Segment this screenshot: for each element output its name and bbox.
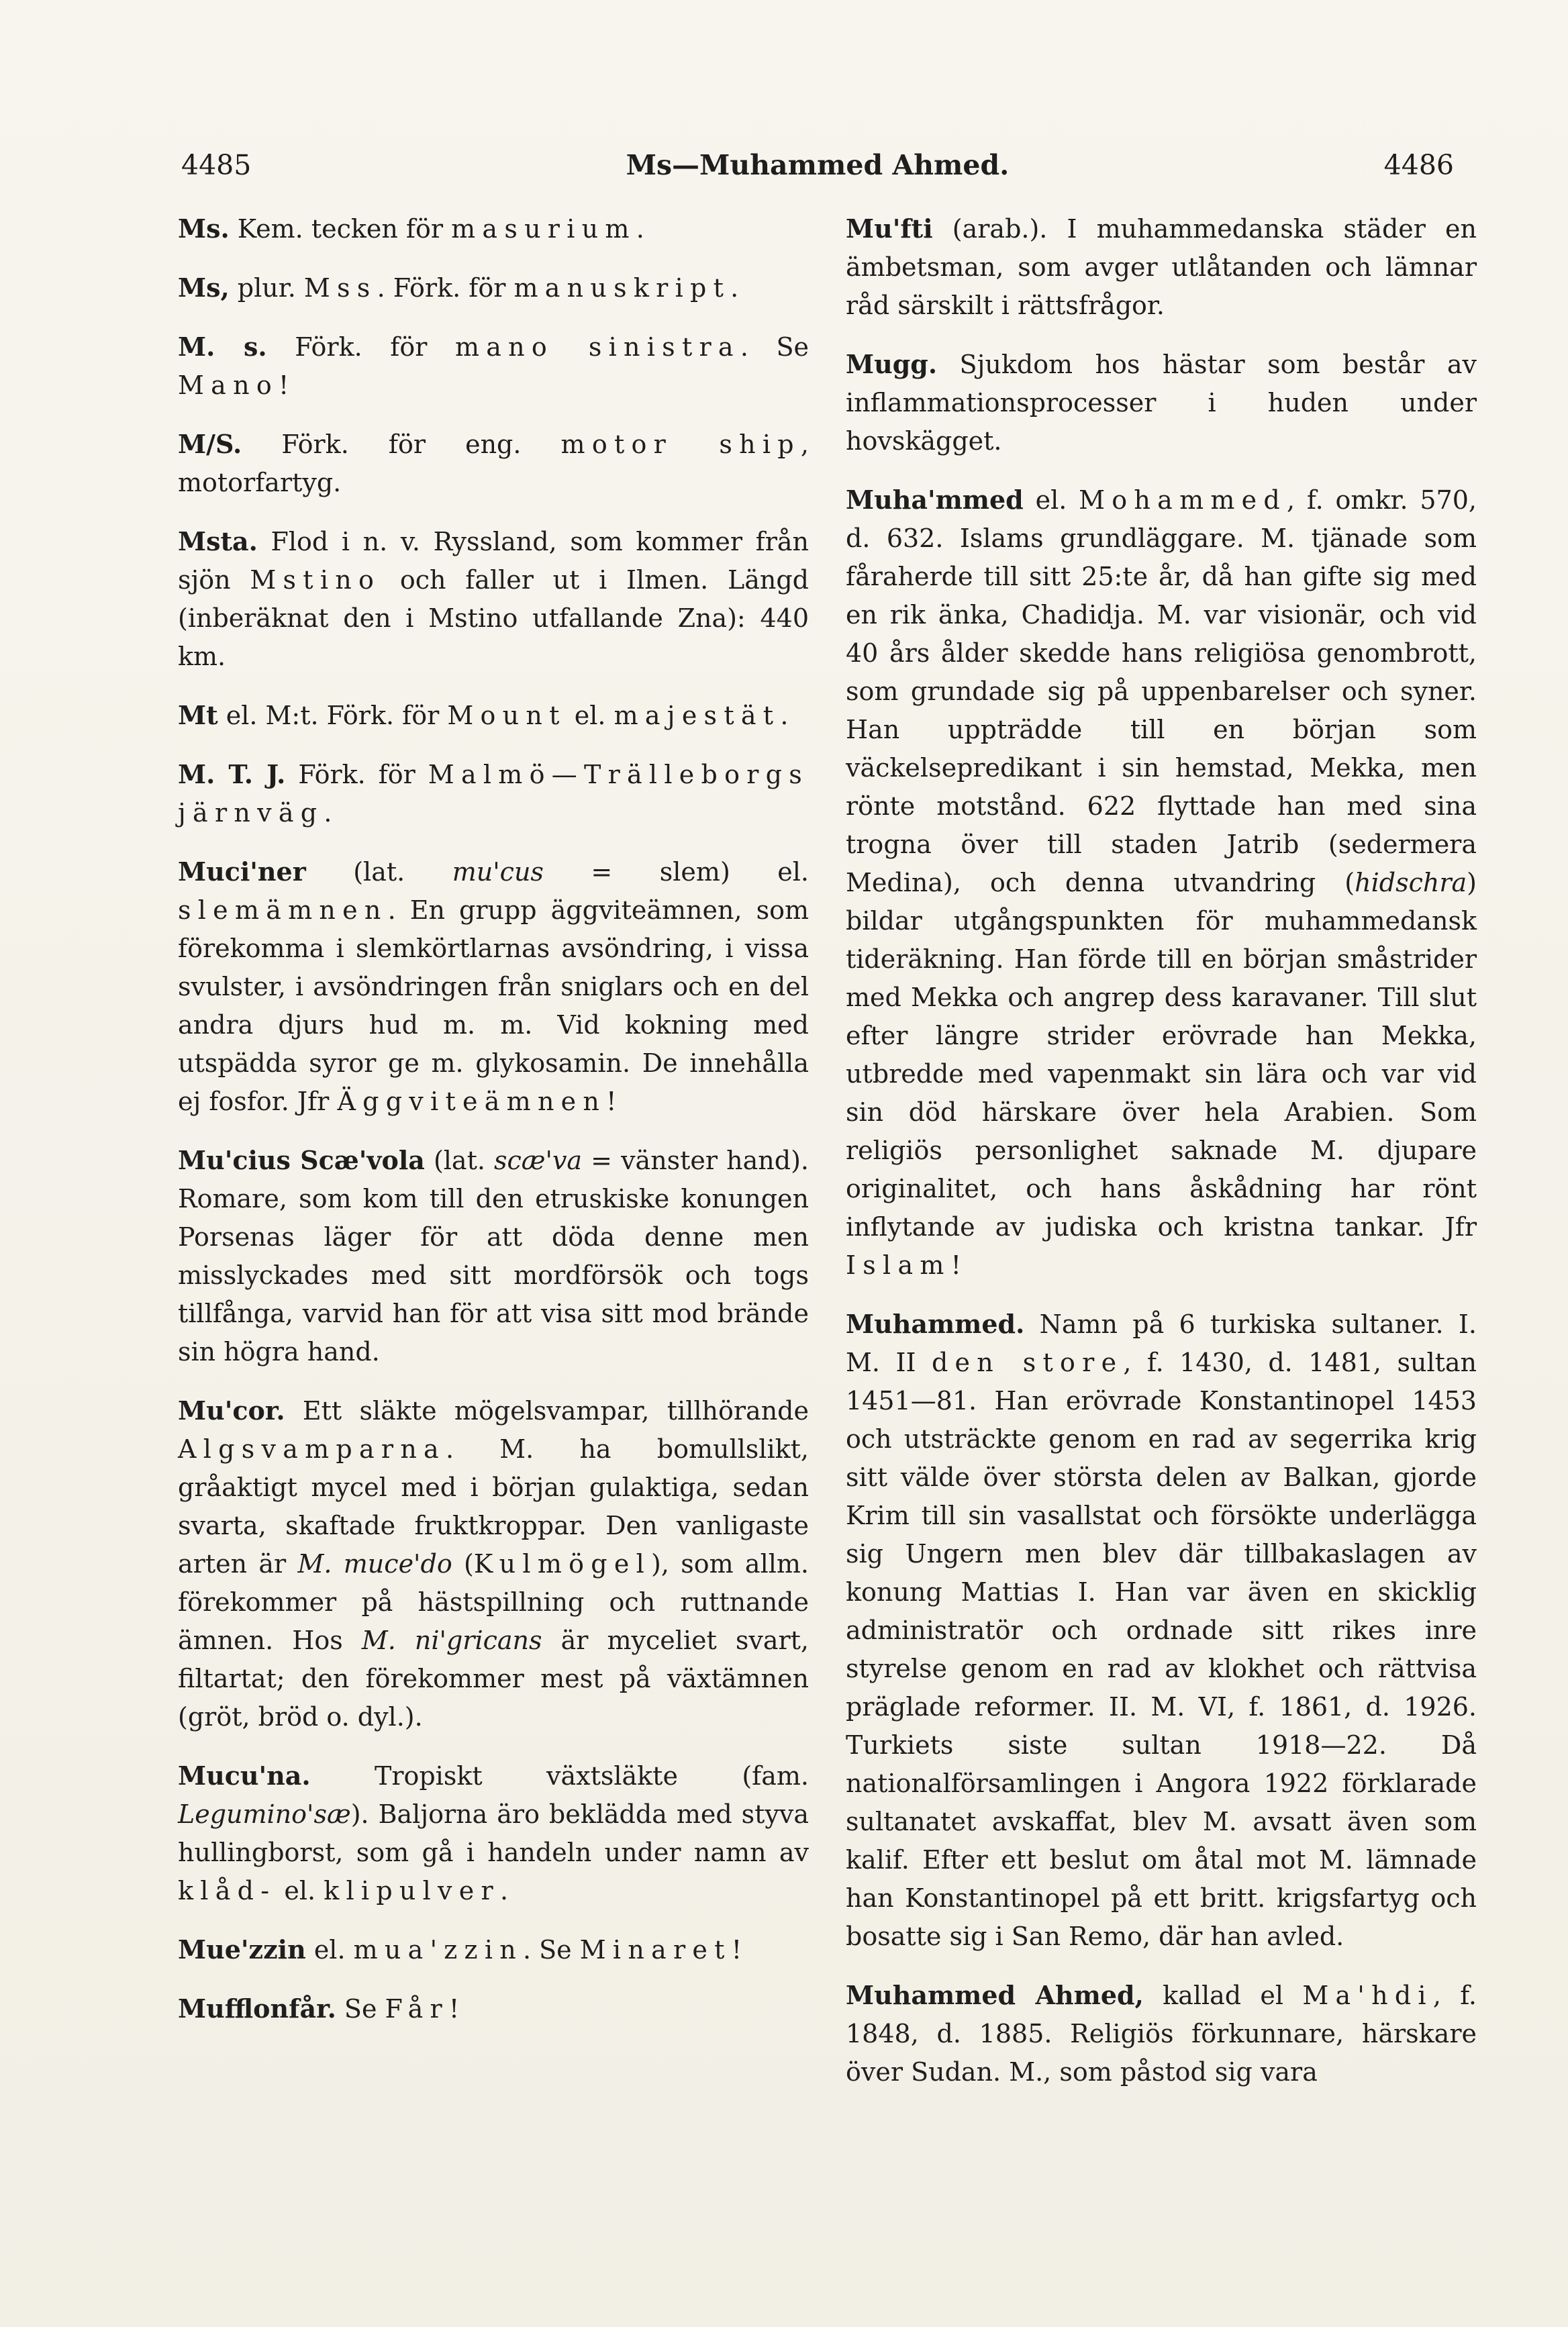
entry-text: ), som allm. förekommer på hästspillning och ruttnande ämnen. Hos xyxy=(178,1549,810,1655)
dictionary-entry xyxy=(846,481,1477,1285)
entry-text: Mohammed xyxy=(1079,485,1287,515)
entry-text: ! xyxy=(606,1087,617,1116)
dictionary-entry xyxy=(846,1305,1477,1956)
entry-text: ( xyxy=(452,1549,474,1579)
entry-text: Ma'hdi xyxy=(1302,1981,1433,2010)
entry-text: ). Baljorna äro beklädda med styva hullingborst, som gå i handeln under namn av xyxy=(178,1799,809,1867)
entry-text: Mount xyxy=(447,701,567,730)
entry-text: mua'zzin xyxy=(353,1935,523,1965)
entry-text: och faller ut i Ilmen. Längd (inberäknat den i Mstino utfallande Zna): 440 km. xyxy=(178,565,809,671)
entry-text: Tropiskt växtsläkte (fam. xyxy=(310,1761,809,1791)
entry-headword: Muci'ner xyxy=(178,856,306,887)
entry-text: klåd- xyxy=(178,1876,277,1905)
dictionary-entry xyxy=(178,1756,809,1910)
entry-text: klipulver xyxy=(324,1876,500,1905)
dictionary-entry xyxy=(178,328,809,405)
entry-text: slemämnen xyxy=(178,895,388,925)
entry-text: Algsvamparna xyxy=(178,1434,446,1464)
dictionary-entry xyxy=(178,268,809,307)
right-page-number: 4486 xyxy=(1383,149,1454,181)
entry-text: , motorfartyg. xyxy=(178,430,809,497)
entry-text: . Se xyxy=(522,1935,580,1965)
entry-headword: Mu'cius Scæ'vola xyxy=(178,1145,425,1175)
entry-text: den store xyxy=(931,1348,1124,1377)
entry-text: Får xyxy=(385,1994,449,2024)
entry-text: Äggviteämnen xyxy=(337,1087,607,1116)
entry-text: el. xyxy=(566,701,614,730)
entry-text: Minaret xyxy=(579,1935,732,1965)
dictionary-entry xyxy=(178,852,809,1121)
entry-text: Kem. tecken för xyxy=(229,214,452,244)
entry-text: . xyxy=(780,701,789,730)
entry-headword: M. s. xyxy=(178,332,267,362)
entry-text: . M. ha bomullslikt, gråaktigt mycel med i början gulaktiga, sedan svarta, skaftade fruktkroppar. Den vanligaste arten är xyxy=(178,1434,809,1579)
entry-text: el. xyxy=(1023,485,1079,515)
entry-text: . En grupp äggviteämnen, som förekomma i slemkörtlarnas avsöndring, i vissa svulster, i avsöndringen från sniglars och en del andra djurs hud m. m. Vid kokning med utspädda syror ge m. glykosamin. De innehålla ej fosfor. Jfr xyxy=(178,895,809,1116)
entry-text: el. xyxy=(276,1876,324,1905)
entry-headword: Msta. xyxy=(178,526,258,556)
dictionary-entry xyxy=(846,1976,1477,2091)
left-column xyxy=(178,209,809,2048)
entry-text: , f. 1848, d. 1885. Religiös förkunnare, härskare över Sudan. M., som påstod sig vara xyxy=(846,1981,1477,2087)
entry-text: el. M:t. Förk. för xyxy=(217,701,448,730)
entry-text: M. muce'do xyxy=(297,1549,452,1579)
entry-text: manuskript xyxy=(513,273,731,303)
entry-text: , f. 1430, d. 1481, sultan 1451—81. Han erövrade Konstantinopel 1453 och utsträckte genom en rad av segerrika krig sitt välde över största delen av Balkan, gjorde Krim till sin vasallstat och försökte underlägga sig Ungern men blev där tillbakaslagen av konung Mattias I. Han var även en skicklig administratör och ordnade sitt rikes inre styrelse genom en rad av klokhet och rättvisa präglade reformer. II. M. VI, f. 1861, d. 1926. Turkiets siste sultan 1918—22. Då nationalförsamlingen i Angora 1922 förklarade sultanatet avskaffat, blev M. avsatt även som kalif. Efter ett beslut om åtal mot M. lämnade han Konstantinopel på ett britt. krigsfartyg och bosatte sig i San Remo, där han avled. xyxy=(846,1348,1477,1951)
entry-text: Mstino xyxy=(250,565,381,595)
entry-headword: Mu'fti xyxy=(846,213,933,244)
entry-text: . Förk. för xyxy=(377,273,514,303)
dictionary-entry xyxy=(178,696,809,735)
entry-headword: M/S. xyxy=(178,429,242,459)
entry-text: (lat. xyxy=(424,1146,495,1175)
entry-text: Se xyxy=(336,1994,385,2024)
entry-text: Förk. för xyxy=(266,332,455,362)
dictionary-entry xyxy=(178,209,809,248)
running-title: Ms—Muhammed Ahmed. xyxy=(626,149,1010,181)
entry-text: Leguminо'sæ xyxy=(178,1799,351,1829)
entry-text: . xyxy=(499,1876,509,1905)
entry-text: Ett släkte mögelsvampar, tillhörande xyxy=(285,1396,809,1426)
entry-headword: Ms, xyxy=(178,273,230,303)
entry-text: = slem) el. xyxy=(543,857,809,887)
entry-text: el. xyxy=(305,1935,354,1965)
entry-text: Förk. för xyxy=(285,760,428,789)
entry-text: majestät xyxy=(614,701,781,730)
entry-text: Kulmögel xyxy=(473,1549,651,1579)
entry-headword: Mugg. xyxy=(846,349,938,379)
entry-text: , f. omkr. 570, d. 632. Islams grundläggare. M. tjänade som fåraherde till sitt 25:te år, då han gifte sig med en rik änka, Chadidja. M. var visionär, och vid 40 års ålder skedde hans religiösa genombrott, som grundade sig på uppenbarelser och syner. Han uppträdde till en början som väckelsepredikant i sin hemstad, Mekka, men rönte motstånd. 622 flyttade han med sina trogna över till staden Jatrib (sedermera Medina), och denna utvandring ( xyxy=(846,485,1477,897)
entry-text: mu'cus xyxy=(452,857,544,887)
dictionary-entry xyxy=(178,522,809,676)
entry-text: Flod i n. v. Ryssland, som kommer från sjön xyxy=(178,527,809,595)
dictionary-entry xyxy=(178,1989,809,2028)
entry-text: Malmö—Trälleborgs järnväg xyxy=(178,760,809,828)
entry-text: ) bildar utgångspunkten för muhammedansk tideräkning. Han förde till en början småstrider med Mekka och angrep dess karavaner. Till slut efter längre strider erövrade han Mekka, utbredde med vapenmakt sin lära och var vid sin död härskare över hela Arabien. Som religiös personlighet saknade M. djupare originalitet, och hans åskådning har rönt inflytande av judiska och kristna tankar. Jfr xyxy=(846,868,1477,1242)
entry-headword: Mufflonfår. xyxy=(178,1993,336,2024)
entry-text: hidschra xyxy=(1355,868,1467,897)
entry-text: . xyxy=(324,798,332,828)
entry-text: plur. xyxy=(229,273,304,303)
dictionary-entry xyxy=(846,209,1477,325)
right-column xyxy=(846,209,1477,2112)
entry-text: (lat. xyxy=(305,857,452,887)
entry-headword: Mt xyxy=(178,700,218,730)
entry-text: kallad el xyxy=(1143,1981,1303,2010)
entry-headword: Muhammed. xyxy=(846,1309,1025,1339)
entry-text: . xyxy=(636,214,644,244)
dictionary-entry xyxy=(178,755,809,832)
entry-headword: M. T. J. xyxy=(178,759,286,789)
entry-text: Förk. för eng. xyxy=(242,430,561,459)
dictionary-entry xyxy=(178,1930,809,1969)
entry-headword: Mu'cor. xyxy=(178,1395,285,1426)
entry-text: M. ni'gricans xyxy=(361,1626,542,1655)
entry-text: ! xyxy=(278,370,289,400)
entry-text: Namn på 6 turkiska sultaner. I. M. II xyxy=(846,1309,1477,1377)
entry-headword: Mue'zzin xyxy=(178,1934,306,1965)
entry-text: (arab.). I muhammedanska städer en ämbetsman, som avger utlåtanden och lämnar råd särskilt i rättsfrågor. xyxy=(846,214,1477,320)
entry-text: Islam xyxy=(846,1250,951,1280)
entry-text: ! xyxy=(731,1935,742,1965)
dictionary-entry xyxy=(178,1141,809,1371)
entry-text: Sjukdom hos hästar som består av inflammationsprocesser i huden under hovskägget. xyxy=(846,350,1477,456)
entry-text: Mano xyxy=(178,370,279,400)
entry-text: masurium xyxy=(451,214,636,244)
entry-text: . Se xyxy=(740,332,809,362)
entry-text: = vänster hand). Romare, som kom till den etruskiske konungen Porsenas läger för att döda denne men misslyckades med sitt mordförsök och togs tillfånga, varvid han för att visa sitt mod brände sin högra hand. xyxy=(178,1146,809,1367)
dictionary-entry xyxy=(178,1391,809,1736)
dictionary-entry xyxy=(846,345,1477,460)
entry-headword: Muhammed Ahmed, xyxy=(846,1980,1144,2010)
entry-text: ! xyxy=(950,1250,961,1280)
page-header xyxy=(168,149,1467,189)
entry-text: Mss xyxy=(303,273,377,303)
entry-text: mano sinistra xyxy=(454,332,740,362)
entry-text: är myceliet svart, filtartat; den förekommer mest på växtämnen (gröt, bröd o. dyl.). xyxy=(178,1626,809,1732)
entry-text: ! xyxy=(448,1994,460,2024)
entry-headword: Ms. xyxy=(178,213,230,244)
entry-headword: Muha'mmed xyxy=(846,485,1024,515)
entry-text: scæ'va xyxy=(494,1146,583,1175)
left-page-number: 4485 xyxy=(181,149,252,181)
entry-text: . xyxy=(730,273,739,303)
entry-headword: Mucu'na. xyxy=(178,1761,311,1791)
dictionary-entry xyxy=(178,425,809,502)
entry-text: motor ship xyxy=(560,430,801,459)
